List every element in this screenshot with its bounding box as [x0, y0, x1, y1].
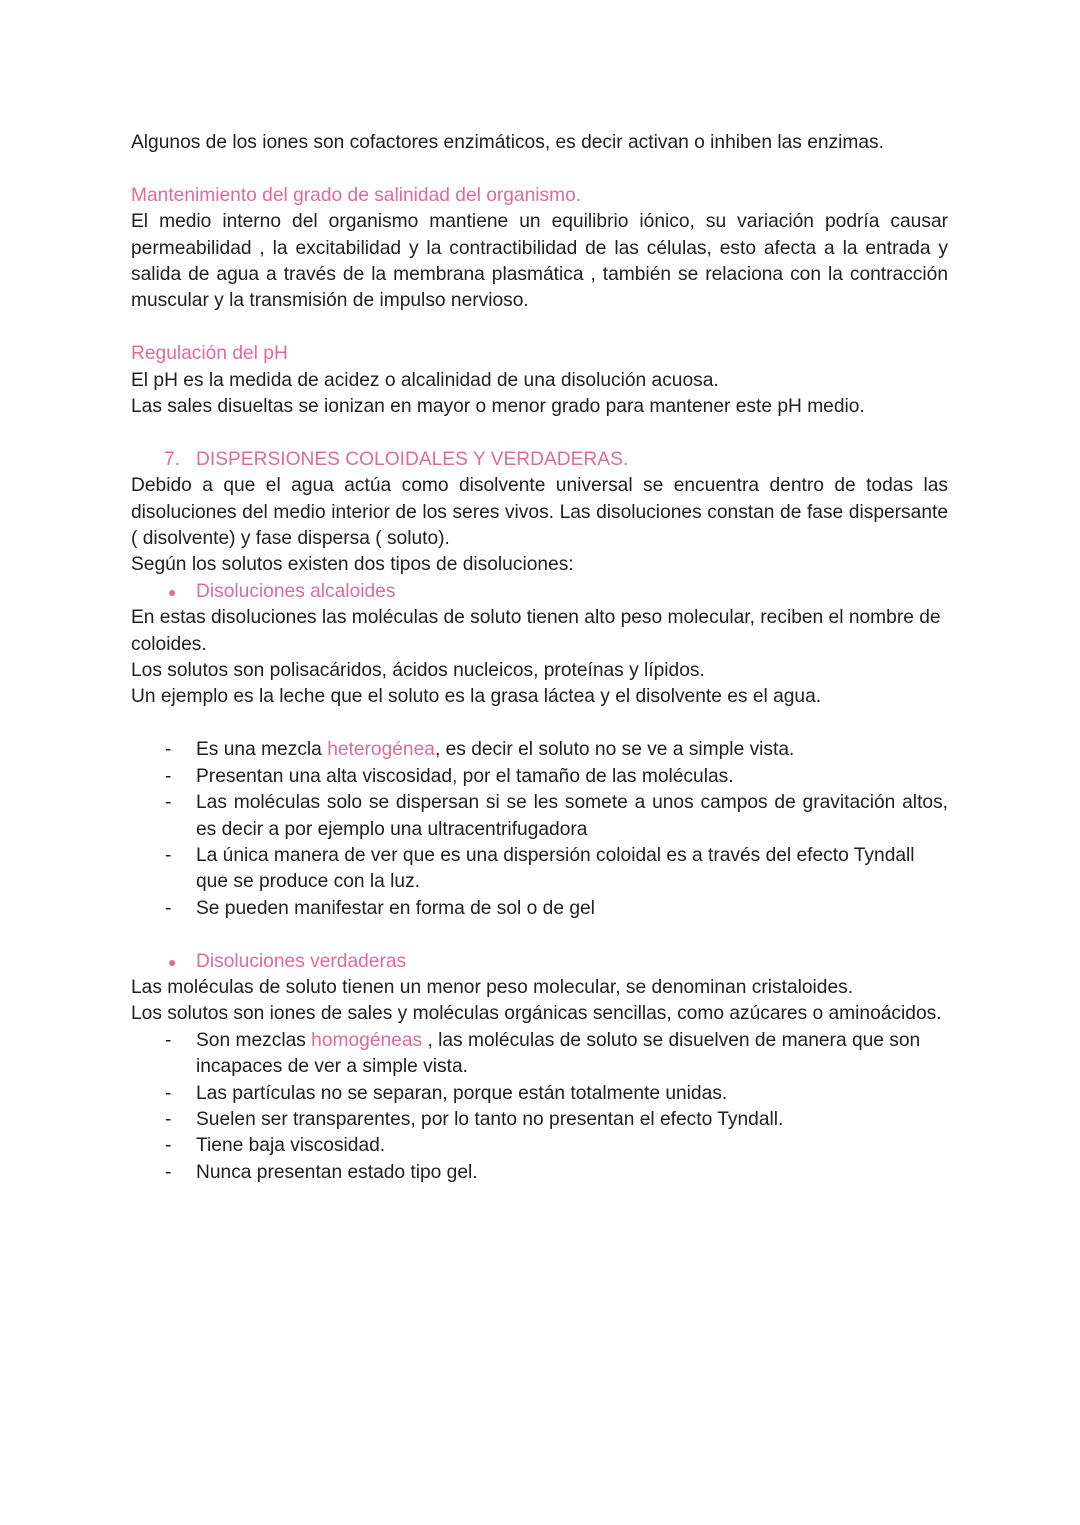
alcaloides-paragraph-3: Un ejemplo es la leche que el soluto es la grasa láctea y el disolvente es el agua.	[131, 686, 822, 708]
section-number: 7.	[164, 448, 181, 470]
ph-line-1: El pH es la medida de acidez o alcalinidad de una disolución acuosa.	[131, 369, 719, 391]
list-item: - Las partículas no se separan, porque están totalmente unidas.	[131, 1081, 948, 1107]
list-item: - Las moléculas solo se dispersan si se les somete a unos campos de gravitación altos, es decir a por ejemplo una ultracentrifugadora	[165, 792, 948, 840]
list-item: - La única manera de ver que es una dispersión coloidal es a través del efecto Tyndall que se produce con la luz.	[165, 844, 915, 893]
section-title: DISPERSIONES COLOIDALES Y VERDADERAS.	[196, 448, 629, 470]
section-7-paragraph: Debido a que el agua actúa como disolvente universal se encuentra dentro de todas las disoluciones del medio interior de los seres vivos. Las disoluciones constan de fase dispersante ( disolvente) y fase dispersa ( soluto).	[131, 475, 948, 550]
intro-paragraph: Algunos de los iones son cofactores enzimáticos, es decir activan o inhiben las enzimas.	[131, 132, 884, 153]
verdaderas-paragraph-1: Las moléculas de soluto tienen un menor peso molecular, se denominan cristaloides.	[131, 976, 854, 998]
dash-marker: -	[165, 1135, 172, 1157]
list-item: - Tiene baja viscosidad.	[131, 1133, 948, 1159]
alcaloides-list	[131, 737, 948, 922]
highlight-heterogenea: heterogénea	[327, 739, 435, 761]
verdaderas-paragraph-2: Los solutos son iones de sales y moléculas orgánicas sencillas, como azúcares o aminoácidos.	[131, 1003, 942, 1025]
bullet-icon: ●	[168, 583, 177, 600]
dash-marker: -	[165, 1029, 172, 1051]
verdaderas-list	[131, 1028, 948, 1186]
list-item: - Suelen ser transparentes, por lo tanto no presentan el efecto Tyndall.	[131, 1107, 948, 1133]
verdaderas-heading-text: Disoluciones verdaderas	[196, 950, 407, 972]
spacer	[131, 922, 948, 948]
list-item: - Presentan una alta viscosidad, por el tamaño de las moléculas.	[131, 764, 948, 790]
alcaloides-paragraph-2: Los solutos son polisacáridos, ácidos nucleicos, proteínas y lípidos.	[131, 660, 705, 682]
spacer	[131, 156, 948, 182]
dash-marker: -	[165, 897, 172, 919]
highlight-homogeneas: homogéneas	[311, 1029, 423, 1051]
dash-marker: -	[165, 739, 172, 761]
dash-marker: -	[165, 792, 172, 814]
dash-marker: -	[165, 1082, 172, 1104]
bullet-icon: ●	[168, 953, 177, 970]
spacer	[131, 315, 948, 341]
spacer	[131, 711, 948, 737]
dash-marker: -	[165, 1161, 172, 1183]
dash-marker: -	[165, 844, 172, 866]
dash-marker: -	[165, 765, 172, 787]
list-item: - Es una mezcla heterogénea, es decir el soluto no se ve a simple vista.	[131, 737, 948, 763]
alcaloides-heading-text: Disoluciones alcaloides	[196, 580, 396, 602]
section-7-heading	[131, 447, 948, 473]
types-intro: Según los solutos existen dos tipos de disoluciones:	[131, 554, 574, 576]
document-page	[131, 130, 948, 1186]
salinity-paragraph: El medio interno del organismo mantiene un equilibrio iónico, su variación podría causar permeabilidad , la excitabilidad y la contractibilidad de las células, esto afecta a la entrada y salida de agua a través de la membrana plasmática , también se relaciona con la contracción muscular y la transmisión de impulso nervioso.	[131, 211, 948, 312]
ph-line-2: Las sales disueltas se ionizan en mayor o menor grado para mantener este pH medio.	[131, 396, 865, 418]
verdaderas-heading	[131, 949, 948, 975]
list-item: - Nunca presentan estado tipo gel.	[131, 1160, 948, 1186]
alcaloides-heading	[131, 579, 948, 605]
ph-heading: Regulación del pH	[131, 343, 288, 365]
list-item: - Se pueden manifestar en forma de sol o de gel	[131, 896, 948, 922]
alcaloides-paragraph-1: En estas disoluciones las moléculas de soluto tienen alto peso molecular, reciben el nombre de coloides.	[131, 607, 941, 655]
spacer	[131, 420, 948, 446]
salinity-heading: Mantenimiento del grado de salinidad del organismo.	[131, 184, 582, 206]
dash-marker: -	[165, 1108, 172, 1130]
list-item: - Son mezclas homogéneas , las moléculas de soluto se disuelven de manera que son incapaces de ver a simple vista.	[165, 1029, 921, 1078]
